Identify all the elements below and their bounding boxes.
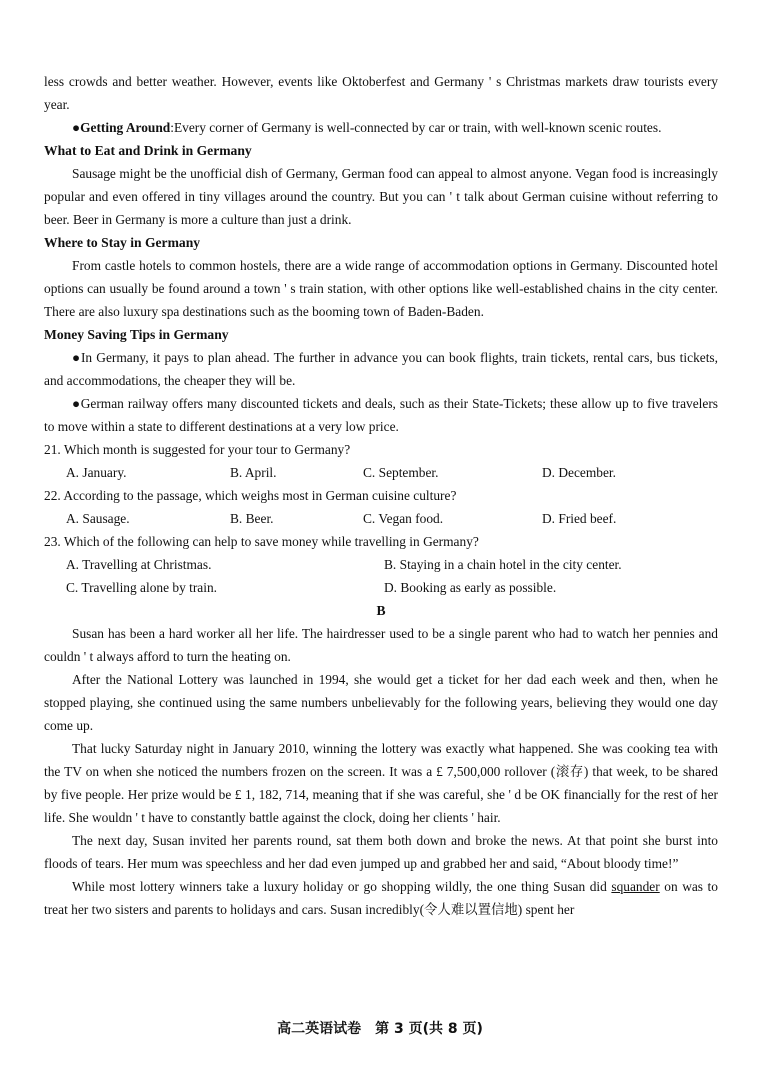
money-heading: Money Saving Tips in Germany xyxy=(44,327,229,342)
option-c: C. September. xyxy=(363,465,439,480)
question-23-options-row-1 xyxy=(44,553,718,576)
page-footer: 高二英语试卷 第 3 页(共 8 页) xyxy=(277,1021,483,1037)
passage-b-paragraph-3: That lucky Saturday night in January 2010, winning the lottery was exactly what happened. She was cooking tea with the TV on when she noticed the numbers frozen on the screen. It was a £ 7,500,000 rollover (滚存) that week, to be shared by five people. Her prize would be £ 1, 182, 714, meaning that if she was careful, she ' d be OK financially for the rest of her life. She wouldn ' t have to constantly battle against the clock, doing her clients ' hair. xyxy=(44,741,718,825)
option-d: D. December. xyxy=(542,465,616,480)
p5-text-before: While most lottery winners take a luxury holiday or go shopping wildly, the one thing Susan did xyxy=(72,879,612,894)
stay-paragraph: From castle hotels to common hostels, there are a wide range of accommodation options in Germany. Discounted hotel options can usually be found around a town ' s train station, with other options like well-established chains in the city center. There are also luxury spa destinations such as the booming town of Baden-Baden. xyxy=(44,258,718,319)
eat-paragraph: Sausage might be the unofficial dish of Germany, German food can appeal to almost anyone. Vegan food is increasingly popular and even offered in tiny villages around the country. But you can ' t talk about German cuisine without referring to beer. Beer in Germany is more a culture than just a drink. xyxy=(44,166,718,227)
passage-b-paragraph-4: The next day, Susan invited her parents round, sat them both down and broke the news. At that point she burst into floods of tears. Her mum was speechless and her dad even jumped up and grabbed her and said, “About bloody time!” xyxy=(44,833,718,871)
question-23-options-row-2 xyxy=(44,576,718,599)
option-d: D. Fried beef. xyxy=(542,511,617,526)
option-b: B. April. xyxy=(230,465,277,480)
option-c: C. Vegan food. xyxy=(363,511,444,526)
question-23: 23. Which of the following can help to save money while travelling in Germany? xyxy=(44,534,479,549)
exam-page xyxy=(44,70,718,921)
question-21-options xyxy=(44,461,718,484)
passage-b-paragraph-5 xyxy=(44,875,718,921)
eat-heading: What to Eat and Drink in Germany xyxy=(44,143,252,158)
section-b-label: B xyxy=(376,603,386,618)
option-a: A. January. xyxy=(66,465,127,480)
passage-b-paragraph-2: After the National Lottery was launched in 1994, she would get a ticket for her dad each week and then, when he stopped playing, she continued using the same numbers unbelievably for the following years, believing they would one day come up. xyxy=(44,672,718,733)
getting-around-paragraph xyxy=(44,116,718,139)
option-c: C. Travelling alone by train. xyxy=(66,580,218,595)
question-22: 22. According to the passage, which weighs most in German cuisine culture? xyxy=(44,488,457,503)
p5-text-after: on was to treat her two sisters and parents to holidays and cars. Susan incredibly(令人难以置信地) spent her xyxy=(44,879,718,917)
passage-b-paragraph-1: Susan has been a hard worker all her life. The hairdresser used to be a single parent who had to watch her pennies and couldn ' t always afford to turn the heating on. xyxy=(44,626,718,664)
option-d: D. Booking as early as possible. xyxy=(384,580,557,595)
question-22-options xyxy=(44,507,718,530)
getting-around-text: :Every corner of Germany is well-connected by car or train, with well-known scenic routes. xyxy=(170,120,662,135)
question-21: 21. Which month is suggested for your tour to Germany? xyxy=(44,442,351,457)
money-tip-2: ●German railway offers many discounted tickets and deals, such as their State-Tickets; these allow up to five travelers to move within a state to different destinations at a very low price. xyxy=(44,396,718,434)
underlined-word: squander xyxy=(611,879,660,894)
intro-paragraph: less crowds and better weather. However, events like Oktoberfest and Germany ' s Christmas markets draw tourists every year. xyxy=(44,74,718,112)
option-a: A. Travelling at Christmas. xyxy=(66,557,212,572)
stay-heading: Where to Stay in Germany xyxy=(44,235,201,250)
option-a: A. Sausage. xyxy=(66,511,130,526)
money-tip-1: ●In Germany, it pays to plan ahead. The further in advance you can book flights, train tickets, rental cars, bus tickets, and accommodations, the cheaper they will be. xyxy=(44,350,718,388)
option-b: B. Staying in a chain hotel in the city center. xyxy=(384,557,622,572)
option-b: B. Beer. xyxy=(230,511,274,526)
getting-around-label: ●Getting Around xyxy=(72,120,171,135)
